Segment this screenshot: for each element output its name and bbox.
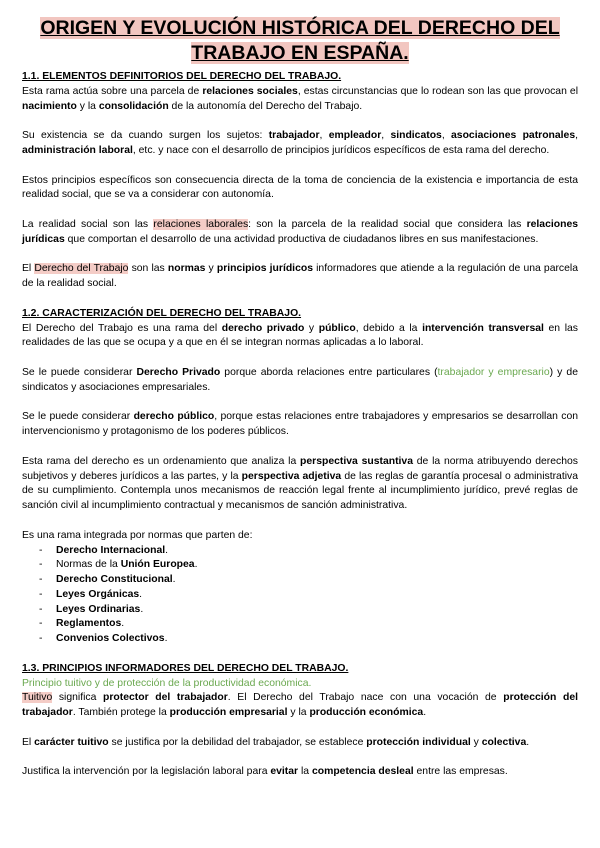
subheading: Principio tuitivo y de protección de la productividad económica. bbox=[22, 677, 312, 689]
norms-list bbox=[22, 544, 578, 648]
list-item: - Leyes Orgánicas. bbox=[39, 588, 578, 603]
list-item: - Leyes Ordinarias. bbox=[39, 603, 578, 618]
paragraph: Justifica la intervención por la legislación laboral para evitar la competencia desleal entre las empresas. bbox=[22, 766, 508, 778]
paragraph: El carácter tuitivo se justifica por la debilidad del trabajador, se establece protección individual y colectiva. bbox=[22, 736, 530, 748]
paragraph: Esta rama del derecho es un ordenamiento que analiza la perspectiva sustantiva de la norma atribuyendo derechos subjetivos y deberes jurídicos a las partes, y la perspectiva adjetiva de las reglas de garantía procesal o administrativa de su cumplimiento. Contempla unos mecanismos de reacción legal frente al incumplimiento jurídico, prevé reglas de sanción civil al incumplimiento contractual y mecanismos de sanción administrativa. bbox=[22, 455, 579, 512]
paragraph: Estos principios específicos son consecuencia directa de la toma de conciencia de la existencia e importancia de esta realidad social, que se va a considerar con autonomía. bbox=[22, 174, 578, 201]
paragraph: Esta rama actúa sobre una parcela de relaciones sociales, estas circunstancias que lo rodean son las que provocan el nacimiento y la consolidación de la autonomía del Derecho del Trabajo. bbox=[22, 85, 579, 112]
highlight: relaciones laborales bbox=[153, 218, 249, 230]
document-page bbox=[22, 16, 578, 795]
highlight: Tuitivo bbox=[22, 692, 53, 704]
list-item: - Reglamentos. bbox=[39, 617, 578, 632]
paragraph: Tuitivo significa protector del trabajador. El Derecho del Trabajo nace con una vocación de protección del trabajador. También protege la producción empresarial y la producción económica. bbox=[22, 692, 578, 719]
list-item: - Derecho Internacional. bbox=[39, 544, 578, 559]
paragraph: Se le puede considerar derecho público, porque estas relaciones entre trabajadores y empresarios se desarrollan con intervencionismo y protagonismo de los poderes públicos. bbox=[22, 411, 579, 438]
green-text: trabajador y empresario bbox=[437, 366, 550, 378]
page-title bbox=[22, 16, 578, 66]
list-item: - Normas de la Unión Europea. bbox=[39, 558, 578, 573]
paragraph: Se le puede considerar Derecho Privado porque aborda relaciones entre particulares (trabajador y empresario) y de sindicatos y asociaciones empresariales. bbox=[22, 366, 578, 393]
title-line-2: TRABAJO EN ESPAÑA. bbox=[191, 42, 409, 64]
paragraph: Es una rama integrada por normas que parten de: bbox=[22, 529, 253, 541]
highlight: Derecho del Trabajo bbox=[34, 263, 129, 275]
title-line-1: ORIGEN Y EVOLUCIÓN HISTÓRICA DEL DERECHO DEL bbox=[40, 17, 560, 39]
paragraph: El Derecho del Trabajo es una rama del derecho privado y público, debido a la intervención transversal en las realidades de las que se ocupa y a que en él se integran normas aplicadas a lo laboral. bbox=[22, 322, 578, 349]
list-item: - Derecho Constitucional. bbox=[39, 573, 578, 588]
section-heading-1-2: 1.2. CARACTERIZACIÓN DEL DERECHO DEL TRABAJO. bbox=[22, 307, 302, 319]
section-heading-1-1: 1.1. ELEMENTOS DEFINITORIOS DEL DERECHO DEL TRABAJO. bbox=[22, 71, 342, 82]
paragraph: La realidad social son las relaciones laborales: son la parcela de la realidad social que considera las relaciones jurídicas que comportan el desarrollo de una actividad productiva de ciudadanos libres en sus manifestaciones. bbox=[22, 218, 578, 245]
section-heading-1-3: 1.3. PRINCIPIOS INFORMADORES DEL DERECHO DEL TRABAJO. bbox=[22, 662, 349, 674]
list-item: - Convenios Colectivos. bbox=[39, 632, 578, 647]
paragraph: El Derecho del Trabajo son las normas y principios jurídicos informadores que atiende a la regulación de una parcela de la realidad social. bbox=[22, 263, 578, 290]
paragraph: Su existencia se da cuando surgen los sujetos: trabajador, empleador, sindicatos, asociaciones patronales, administración laboral, etc. y nace con el desarrollo de principios jurídicos específicos de esta rama del derecho. bbox=[22, 130, 579, 156]
